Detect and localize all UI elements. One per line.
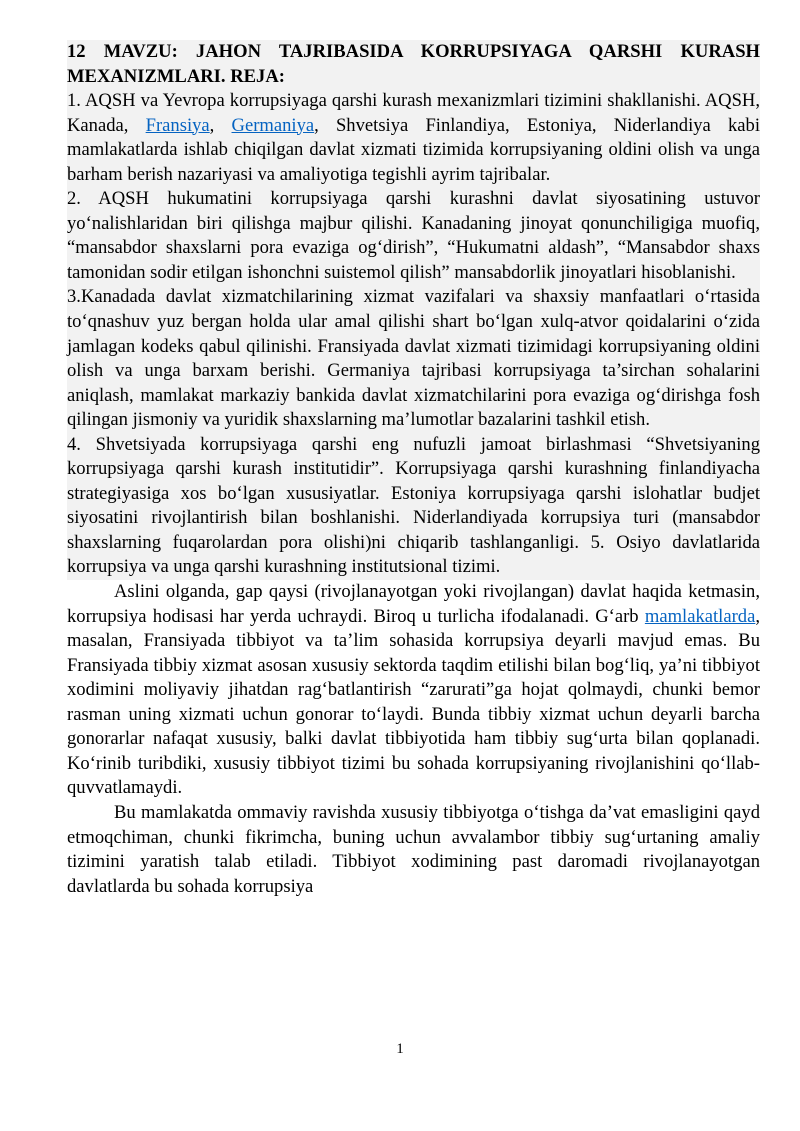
link-germaniya[interactable]: Germaniya [231,114,315,136]
plan-item-1 [67,89,760,187]
document-title: 12 MAVZU: JAHON TAJRIBASIDA KORRUPSIYAGA QARSHI KURASH MEXANIZMLARI. REJA: [67,40,760,89]
link-mamlakatlarda[interactable]: mamlakatlarda [644,605,756,627]
plan-item-3: 3.Kanadada davlat xizmatchilarining xizmat vazifalari va shaxsiy manfaatlari o‘rtasida to‘qnashuv yuz bergan holda ular amal qilishi shart bo‘lgan xulq-atvor qoidalarini o‘zida jamlagan kodeks qabul qilinishi. Fransiyada davlat xizmati tizimidagi korrupsiyaning oldini olish va unga barxam berishi. Germaniya tajribasi korrupsiyaga ta’sirchan sohalarini aniqlash, mamlakat markaziy bankida davlat xizmatchilarini pora evaziga og‘dirishga fosh qilingan jismoniy va yuridik shaxslarning ma’lumotlar bazalarini tashkil etish. [67,285,760,432]
body-paragraph-1-text-a: Aslini olganda, gap qaysi (rivojlanayotgan yoki rivojlangan) davlat haqida ketmasin, korrupsiya hodisasi har yerda uchraydi. Biroq u turlicha ifodalanadi. G‘arb [67,581,760,627]
page-number: 1 [396,1041,404,1057]
body-paragraph-1 [67,580,760,801]
plan-item-2: 2. AQSH hukumatini korrupsiyaga qarshi kurashni davlat siyosatining ustuvor yo‘nalishlaridan biri qilishga majbur qilishi. Kanadaning jinoyat qonunchiligiga muofiq, “mansabdor shaxslarni pora evaziga og‘dirish”, “Hukumatni aldash”, “Mansabdor shaxs tamonidan sodir etilgan ishonchni suistemol qilish” mansabdorlik jinoyatlari hisoblanishi. [67,187,760,285]
document-page [67,40,760,899]
plan-item-1-text-a: 1. AQSH va Yevropa korrupsiyaga qarshi kurash mexanizmlari tizimini shakllanishi. AQSH, Kanada, [67,90,760,136]
plan-item-1-separator: , [209,114,232,136]
link-fransiya[interactable]: Fransiya [145,114,210,136]
plan-item-1-text-b: , Shvetsiya Finlandiya, Estoniya, Niderlandiya kabi mamlakatlarda ishlab chiqilgan davlat xizmati tizimida korrupsiyaning oldini olish va unga barham berish nazariyasi va amaliyotiga tegishli ayrim tajribalar. [67,114,761,185]
body-paragraph-1-text-b: , masalan, Fransiyada tibbiyot va ta’lim sohasida korrupsiya deyarli mavjud emas. Bu Fransiyada tibbiy xizmat asosan xususiy sektorda taqdim etilishi bilan bog‘liq, ya’ni tibbiyot xodimini moliyaviy jihatdan rag‘batlantirish “zarurati”ga hojat qolmaydi, chunki bemor rasman uning xizmati uchun gonorar to‘laydi. Bunda tibbiy xizmat uchun deyarli barcha gonorarlar nafaqat xususiy, balki davlat tibbiyotida ham tibbiy sug‘urta bilan qoplanadi. Ko‘rinib turibdiki, xususiy tibbiyot tizimi bu sohada korrupsiyaning rivojlanishini qo‘llab-quvvatlamaydi. [67,605,760,799]
body-paragraph-2: Bu mamlakatda ommaviy ravishda xususiy tibbiyotga o‘tishga da’vat emasligini qayd etmoqchiman, chunki fikrimcha, buning uchun avvalambor tibbiy sug‘urtaning amaliy tizimini yaratish talab etiladi. Tibbiyot xodimining past daromadi rivojlanayotgan davlatlarda bu sohada korrupsiya [67,801,760,897]
plan-item-4: 4. Shvetsiyada korrupsiyaga qarshi eng nufuzli jamoat birlashmasi “Shvetsiyaning korrupsiyaga qarshi kurash institutidir”. Korrupsiyaga qarshi kurashning finlandiyacha strategiyasiga xos bo‘lgan xususiyatlar. Estoniya korrupsiyaga qarshi islohatlar budjet siyosatini rivojlantirish bilan boshlanishi. Niderlandiyada korrupsiya turi (mansabdor shaxslarning fuqarolardan pora olishi)ni chiqarib tashlanganligi. 5. Osiyo davlatlarida korrupsiya va unga qarshi kurashning institutsional tizimi. [67,433,760,580]
